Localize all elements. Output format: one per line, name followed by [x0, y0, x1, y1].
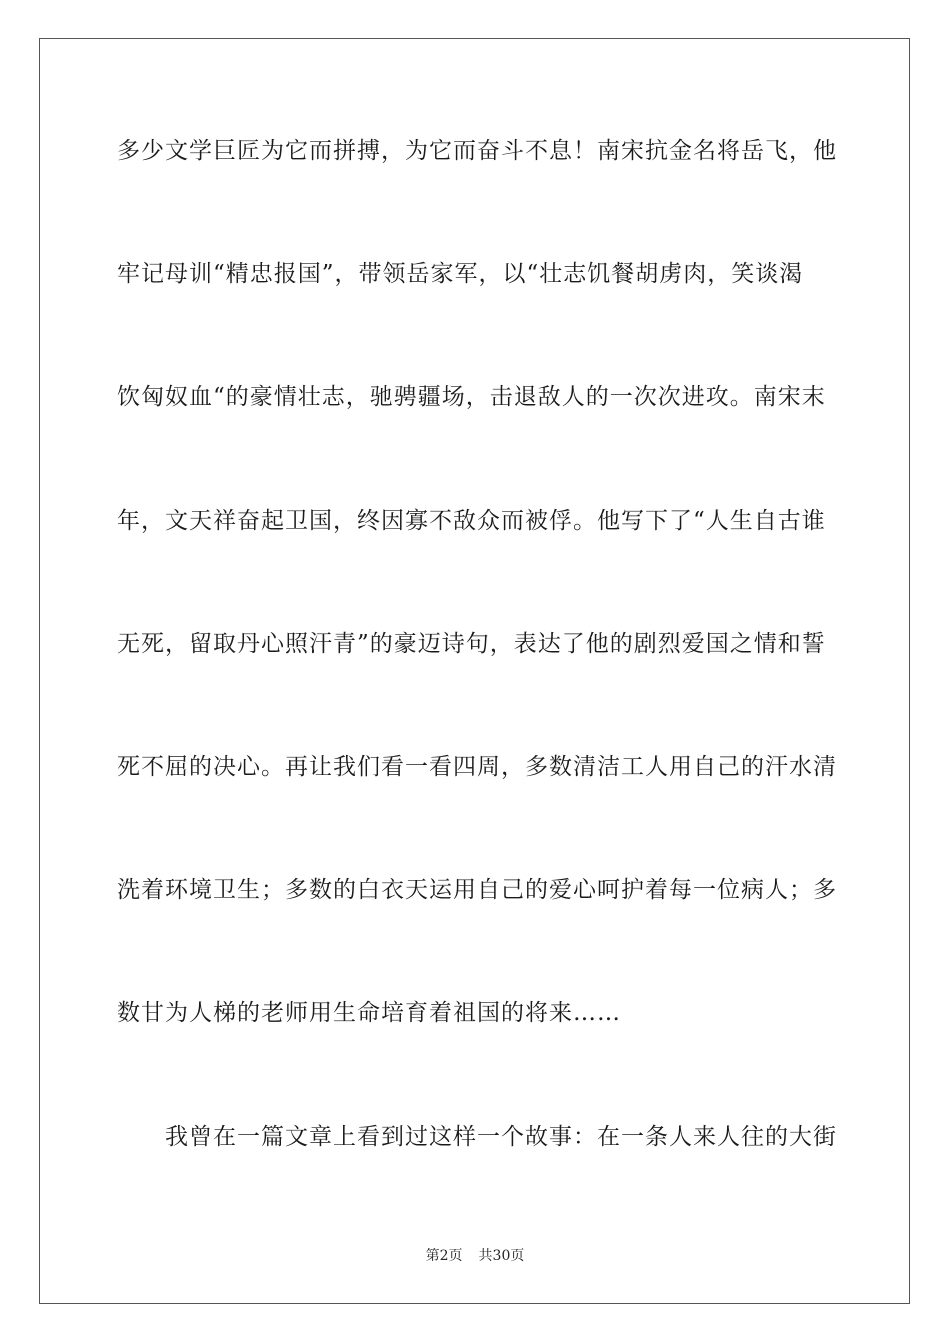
page-footer	[0, 1247, 950, 1265]
paragraph-line-8: 数甘为人梯的老师用生命培育着祖国的将来……	[117, 1000, 621, 1026]
paragraph-line-6: 死不屈的决心。再让我们看一看四周，多数清洁工人用自己的汗水清	[117, 754, 837, 780]
paragraph-line-3: 饮匈奴血“的豪情壮志，驰骋疆场，击退敌人的一次次进攻。南宋末	[117, 384, 826, 410]
paragraph-line-4: 年，文天祥奋起卫国，终因寡不敌众而被俘。他写下了“人生自古谁	[117, 508, 826, 534]
paragraph-line-2: 牢记母训“精忠报国”，带领岳家军，以“壮志饥餐胡虏肉，笑谈渴	[117, 261, 804, 287]
paragraph-line-1: 多少文学巨匠为它而拼搏，为它而奋斗不息！南宋抗金名将岳飞，他	[117, 138, 837, 164]
paragraph-line-7: 洗着环境卫生；多数的白衣天运用自己的爱心呵护着每一位病人；多	[117, 877, 837, 903]
page-total: 共30页	[478, 1248, 525, 1264]
page-border	[39, 38, 910, 1304]
page-number: 第2页	[425, 1248, 463, 1264]
paragraph-line-5: 无死，留取丹心照汗青”的豪迈诗句，表达了他的剧烈爱国之情和誓	[117, 631, 826, 657]
paragraph-line-9: 我曾在一篇文章上看到过这样一个故事：在一条人来人往的大街	[165, 1124, 837, 1150]
